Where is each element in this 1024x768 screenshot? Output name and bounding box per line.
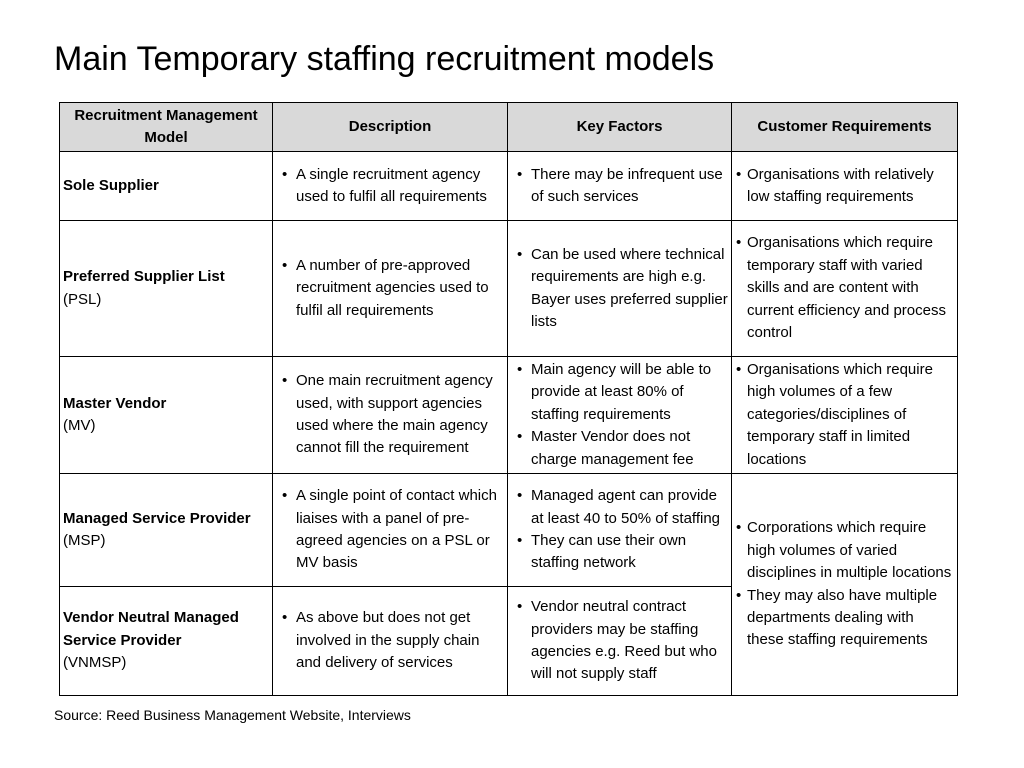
list-item: • Organisations which require temporary staff with varied skills and are content with current efficiency and process control <box>735 232 954 344</box>
description-cell <box>273 474 508 587</box>
header-customer-requirements: Customer Requirements <box>732 103 958 152</box>
customer-requirements-cell <box>732 474 958 696</box>
model-cell <box>60 152 273 221</box>
source-note: Source: Reed Business Management Website, Interviews <box>54 707 411 723</box>
list-item: • Organisations which require high volumes of a few categories/disciplines of temporary staff in limited locations <box>735 359 954 471</box>
model-abbreviation: (MSP) <box>63 532 106 549</box>
list-item: • A single recruitment agency used to fulfil all requirements <box>276 164 504 209</box>
key-factors-cell <box>508 152 732 221</box>
model-abbreviation: (PSL) <box>63 290 102 308</box>
model-name: Sole Supplier <box>63 176 159 194</box>
header-model: Recruitment Management Model <box>60 103 273 152</box>
list-item: • They may also have multiple departments dealing with these staffing requirements <box>735 585 954 652</box>
list-item: • As above but does not get involved in the supply chain and delivery of services <box>276 607 504 674</box>
list-item: • They can use their own staffing network <box>511 530 728 575</box>
list-item: • A number of pre-approved recruitment agencies used to fulfil all requirements <box>276 255 504 322</box>
description-cell <box>273 357 508 474</box>
list-item: • A single point of contact which liaises with a panel of pre-agreed agencies on a PSL or MV basis <box>276 485 504 575</box>
table-row <box>60 357 958 474</box>
recruitment-models-table <box>59 102 958 696</box>
description-cell <box>273 221 508 357</box>
list-item: • There may be infrequent use of such services <box>511 164 728 209</box>
key-factors-cell <box>508 221 732 357</box>
model-name: Master Vendor <box>63 394 167 412</box>
model-name: Preferred Supplier List <box>63 268 225 286</box>
key-factors-cell <box>508 587 732 696</box>
model-name: Managed Service Provider <box>63 509 251 527</box>
model-cell <box>60 474 273 587</box>
model-cell <box>60 221 273 357</box>
customer-requirements-cell <box>732 221 958 357</box>
header-key-factors: Key Factors <box>508 103 732 152</box>
table-header-row <box>60 103 958 152</box>
model-cell <box>60 357 273 474</box>
list-item: • Corporations which require high volumes of varied disciplines in multiple locations <box>735 517 954 584</box>
customer-requirements-cell <box>732 152 958 221</box>
model-abbreviation: (MV) <box>63 417 96 434</box>
header-description: Description <box>273 103 508 152</box>
list-item: • Organisations with relatively low staffing requirements <box>735 164 954 209</box>
model-name: Vendor Neutral Managed Service Provider <box>63 609 239 649</box>
list-item: • Managed agent can provide at least 40 to 50% of staffing <box>511 485 728 530</box>
list-item: • Can be used where technical requirements are high e.g. Bayer uses preferred supplier lists <box>511 244 728 334</box>
key-factors-cell <box>508 474 732 587</box>
list-item: • One main recruitment agency used, with support agencies used where the main agency cannot fill the requirement <box>276 370 504 460</box>
list-item: • Vendor neutral contract providers may be staffing agencies e.g. Reed but who will not supply staff <box>511 596 728 686</box>
page-title: Main Temporary staffing recruitment models <box>54 40 715 78</box>
table-row <box>60 474 958 587</box>
table-row <box>60 152 958 221</box>
customer-requirements-cell <box>732 357 958 474</box>
list-item: • Main agency will be able to provide at least 80% of staffing requirements <box>511 359 728 426</box>
table-row <box>60 221 958 357</box>
key-factors-cell <box>508 357 732 474</box>
list-item: • Master Vendor does not charge management fee <box>511 426 728 471</box>
description-cell <box>273 152 508 221</box>
model-cell <box>60 587 273 696</box>
model-abbreviation: (VNMSP) <box>63 654 127 672</box>
description-cell <box>273 587 508 696</box>
